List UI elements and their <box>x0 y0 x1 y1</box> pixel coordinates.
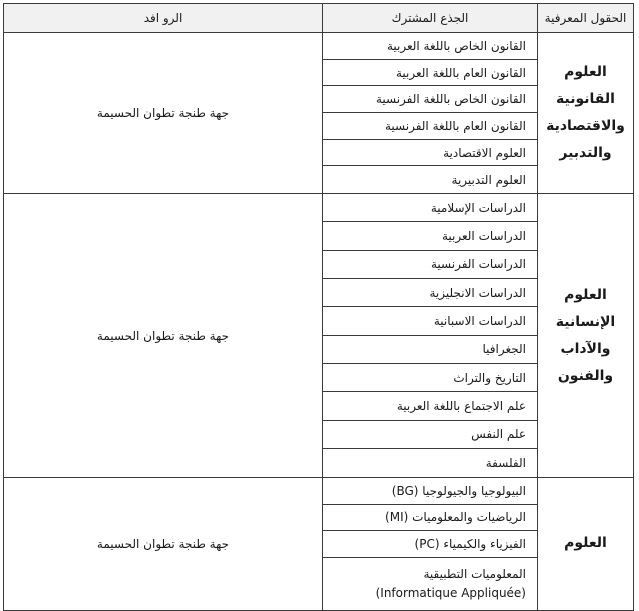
list-item: القانون العام باللغة الفرنسية <box>323 113 537 140</box>
list-item: القانون العام باللغة العربية <box>323 60 537 87</box>
table-row <box>4 194 634 478</box>
feeders-cell: جهة طنجة تطوان الحسيمة <box>4 33 323 194</box>
list-item-latin: (Informatique Appliquée) <box>375 586 526 601</box>
list-item: العلوم التدبيرية <box>451 172 526 187</box>
core-list <box>323 194 537 477</box>
header-core: الجذع المشترك <box>323 4 538 33</box>
list-item: الجغرافيا <box>323 336 537 364</box>
list-item: القانون الخاص باللغة العربية <box>323 33 537 60</box>
list-item: الدراسات الاسبانية <box>323 307 537 335</box>
feeders-cell: جهة طنجة تطوان الحسيمة <box>4 194 323 478</box>
core-cell <box>323 33 538 194</box>
list-item <box>323 558 537 610</box>
field-cell: العلوم <box>538 478 634 611</box>
core-list <box>323 478 537 610</box>
list-item: الدراسات الانجليزية <box>323 279 537 307</box>
header-field: الحقول المعرفية <box>538 4 634 33</box>
fields-table <box>3 3 634 611</box>
table-row <box>4 33 634 194</box>
feeders-cell: جهة طنجة تطوان الحسيمة <box>4 478 323 611</box>
list-item: الفلسفة <box>485 455 526 470</box>
list-item: التاريخ والتراث <box>323 364 537 392</box>
table-row <box>4 478 634 611</box>
list-item: العلوم الاقتصادية <box>323 140 537 167</box>
list-item: البيولوجيا والجيولوجيا (BG) <box>323 478 537 505</box>
field-cell: العلوم القانونية والاقتصادية والتدبير <box>538 33 634 194</box>
header-feeders: الرو افد <box>4 4 323 33</box>
list-item: الرياضيات والمعلوميات (MI) <box>323 505 537 532</box>
list-item-arabic: المعلوميات التطبيقية <box>423 567 526 582</box>
table-header-row <box>4 4 634 33</box>
list-item: القانون الخاص باللغة الفرنسية <box>323 86 537 113</box>
list-item: علم النفس <box>323 421 537 449</box>
list-item: الفيزياء والكيمياء (PC) <box>323 531 537 558</box>
list-item: الدراسات الفرنسية <box>323 251 537 279</box>
core-cell <box>323 478 538 611</box>
page <box>3 3 634 606</box>
list-item: علم الاجتماع باللغة العربية <box>323 392 537 420</box>
field-cell: العلوم الإنسانية والآداب والفنون <box>538 194 634 478</box>
list-item: الدراسات العربية <box>323 222 537 250</box>
core-list <box>323 33 537 193</box>
list-item: الدراسات الإسلامية <box>323 194 537 222</box>
core-cell <box>323 194 538 478</box>
